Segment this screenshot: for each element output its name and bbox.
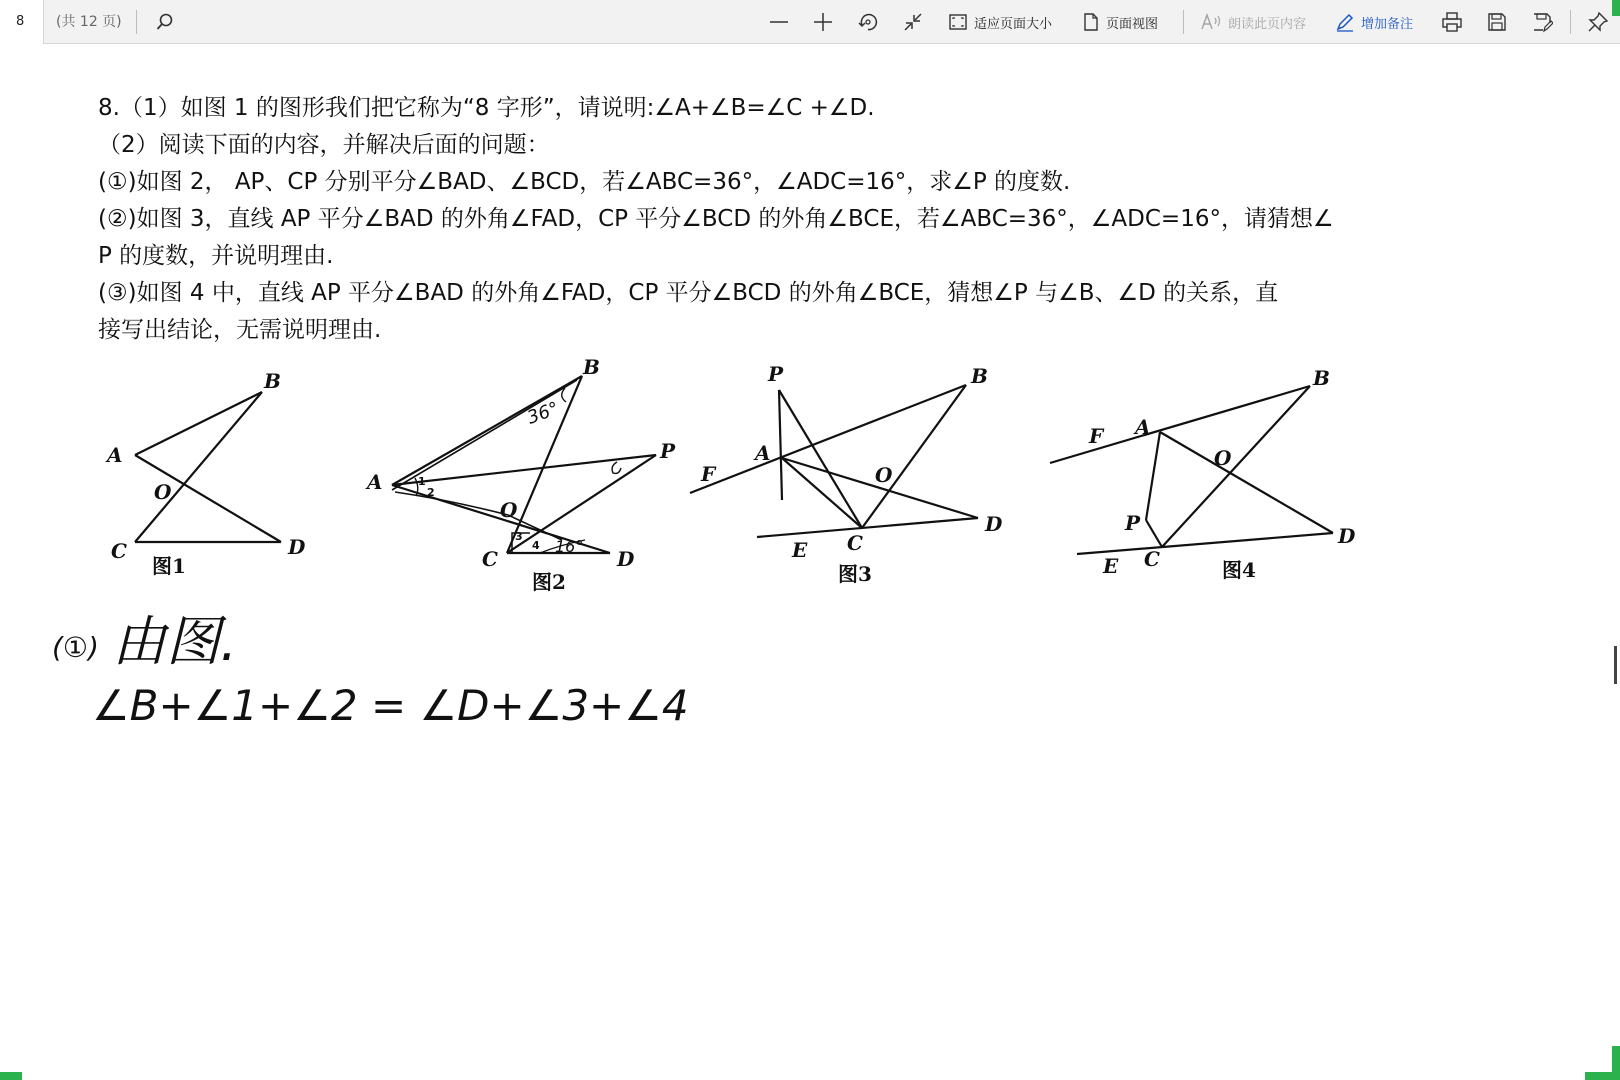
fig3-label-o: O (875, 463, 893, 487)
figure-3 (690, 385, 978, 537)
save-as-icon[interactable] (1530, 10, 1554, 34)
fig3-label-c: C (847, 531, 863, 555)
fig2-angle-2: 2 (427, 486, 435, 499)
fig2-label-c: C (482, 547, 498, 571)
fig2-angle-1: 1 (418, 475, 426, 488)
rotate-icon[interactable] (856, 10, 880, 34)
toolbar-divider (1183, 10, 1184, 34)
pen-icon (1335, 12, 1355, 32)
fig3-caption: 图3 (838, 562, 872, 586)
fig2-label-a: A (367, 470, 383, 494)
search-icon[interactable] (153, 10, 177, 34)
frame-corner (1612, 1046, 1620, 1080)
figure-2 (392, 376, 656, 553)
fig1-label-c: C (111, 539, 127, 563)
toolbar-divider (136, 10, 137, 34)
page-view-label: 页面视图 (1106, 16, 1159, 32)
fig4-label-p: P (1125, 511, 1141, 535)
fig3-label-b: B (971, 364, 988, 388)
fig2-angle-4: 4 (532, 539, 540, 552)
fig4-label-o: O (1214, 446, 1232, 470)
read-aloud-label: 朗读此页内容 (1228, 16, 1307, 32)
read-aloud-button[interactable] (1200, 0, 1306, 44)
fit-page-label: 适应页面大小 (974, 16, 1053, 32)
problem-line: （2）阅读下面的内容，并解决后面的问题： (98, 132, 550, 158)
fig3-label-e: E (792, 538, 808, 562)
handwriting-line2: ∠B+∠1+∠2 = ∠D+∠3+∠4 (92, 681, 689, 730)
pin-icon[interactable] (1586, 10, 1610, 34)
zoom-out-icon[interactable] (767, 10, 791, 34)
fig2-label-p: P (660, 439, 676, 463)
problem-line: P 的度数，并说明理由. (98, 243, 334, 269)
handwriting-line1: 由图. (112, 610, 238, 673)
fig2-handwritten-16: 16° (555, 537, 584, 556)
fig2-label-o: O (500, 498, 518, 522)
toolbar-divider (1570, 10, 1571, 34)
figure-4 (1050, 386, 1333, 554)
fig3-label-p: P (768, 362, 784, 386)
fig2-label-b: B (583, 355, 600, 379)
page-number-input[interactable]: 8 (0, 0, 44, 44)
fig1-label-a: A (107, 443, 123, 467)
toolbar (0, 0, 1620, 44)
fig3-label-a: A (755, 441, 771, 465)
fig2-label-d: D (617, 547, 635, 571)
collapse-icon[interactable] (901, 10, 925, 34)
fig4-label-d: D (1338, 524, 1356, 548)
page-view-icon (1082, 12, 1100, 32)
figures-canvas (0, 44, 1620, 1080)
fig2-angle-3: 3 (515, 530, 523, 543)
problem-line: (①)如图 2， AP、CP 分别平分∠BAD、∠BCD，若∠ABC=36°，∠ADC=16°，求∠P 的度数. (98, 169, 1071, 195)
add-note-button[interactable] (1335, 0, 1413, 44)
page-view-button[interactable] (1082, 0, 1158, 44)
fig4-label-f: F (1089, 424, 1104, 448)
frame-corner (0, 1072, 22, 1080)
save-icon[interactable] (1485, 10, 1509, 34)
read-aloud-icon (1200, 12, 1222, 32)
print-icon[interactable] (1440, 10, 1464, 34)
fig3-label-d: D (985, 512, 1003, 536)
figure-1 (135, 392, 281, 542)
fig4-label-c: C (1144, 547, 1160, 571)
fig4-caption: 图4 (1222, 558, 1256, 582)
fig1-label-b: B (264, 369, 281, 393)
fit-page-icon (948, 13, 968, 31)
document-page (0, 44, 1620, 1080)
fig2-handwritten-36: 36° (524, 398, 562, 429)
frame-corner (1612, 0, 1620, 16)
fig1-label-o: O (154, 480, 172, 504)
fig4-label-b: B (1313, 366, 1330, 390)
problem-line: (②)如图 3，直线 AP 平分∠BAD 的外角∠FAD，CP 平分∠BCD 的外角∠BCE，若∠ABC=36°，∠ADC=16°，请猜想∠ (98, 206, 1334, 232)
fig2-caption: 图2 (532, 570, 566, 594)
page-total-label: (共 12 页) (56, 14, 122, 30)
scrollbar-thumb[interactable] (1614, 646, 1617, 684)
zoom-in-icon[interactable] (811, 10, 835, 34)
problem-line: 8.（1）如图 1 的图形我们把它称为“8 字形”，请说明:∠A+∠B=∠C +∠D. (98, 95, 875, 121)
handwriting (52, 610, 689, 730)
fig3-label-f: F (701, 462, 716, 486)
fit-page-button[interactable] (948, 0, 1052, 44)
fig4-label-e: E (1103, 554, 1119, 578)
add-note-label: 增加备注 (1361, 16, 1414, 32)
fig1-caption: 图1 (152, 554, 186, 578)
fig1-label-d: D (288, 535, 306, 559)
problem-line: 接写出结论，无需说明理由. (98, 317, 382, 343)
fig4-label-a: A (1135, 415, 1151, 439)
problem-line: (③)如图 4 中，直线 AP 平分∠BAD 的外角∠FAD，CP 平分∠BCD 的外角∠BCE，猜想∠P 与∠B、∠D 的关系，直 (98, 280, 1279, 306)
handwriting-mark: (①) (52, 631, 99, 664)
